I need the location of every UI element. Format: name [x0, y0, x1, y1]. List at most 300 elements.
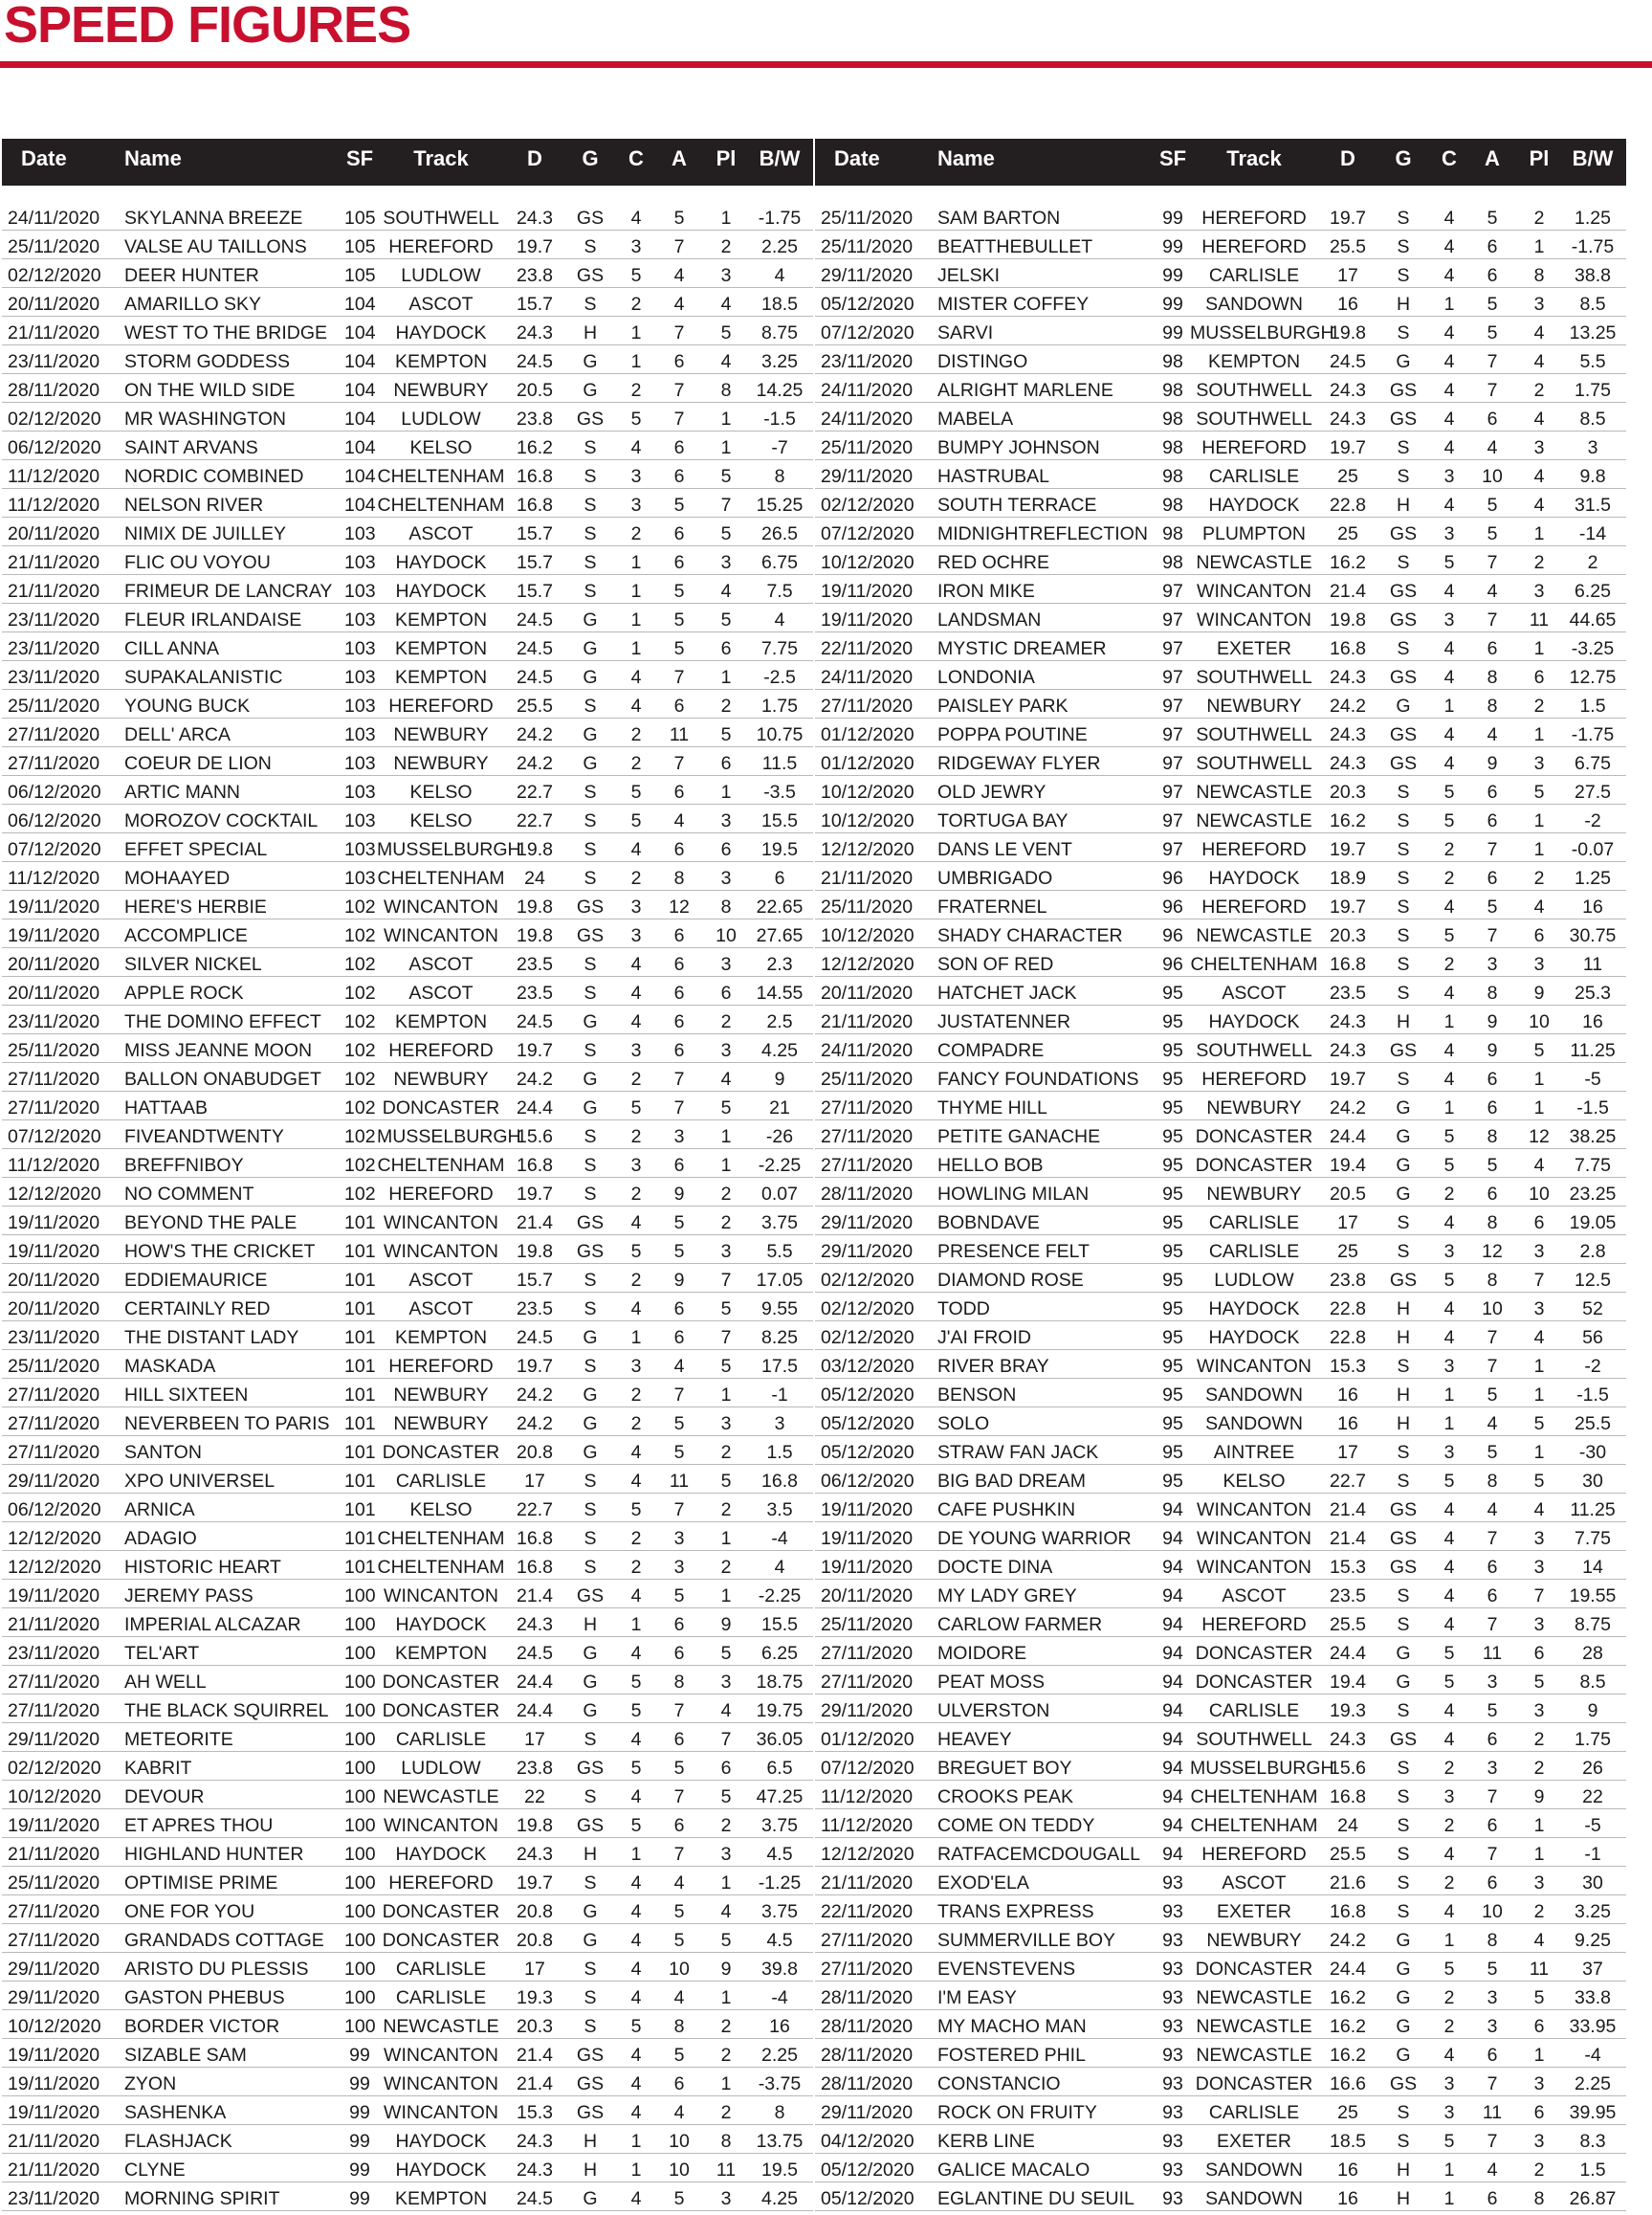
cell-bw: 22 [1582, 1786, 1603, 1807]
cell-d: 15.3 [1330, 1356, 1366, 1377]
cell-d: 20.8 [517, 1930, 553, 1951]
cell-c: 4 [630, 1442, 642, 1463]
cell-g: S [1397, 208, 1410, 229]
cell-a: 5 [673, 609, 685, 631]
cell-date: 25/11/2020 [8, 1872, 100, 1894]
cell-d: 17 [1337, 1212, 1358, 1233]
table-row [815, 1407, 1626, 1436]
cell-d: 20.8 [517, 1442, 553, 1463]
table-row [2, 518, 813, 546]
cell-a: 5 [1487, 897, 1498, 918]
cell-d: 24.5 [517, 2188, 553, 2209]
cell-a: 6 [1487, 810, 1498, 831]
cell-c: 4 [1443, 1729, 1455, 1750]
cell-g: G [1396, 1930, 1411, 1951]
cell-sf: 97 [1162, 810, 1183, 831]
cell-pl: 4 [1533, 897, 1545, 918]
cell-g: S [1397, 925, 1410, 946]
cell-track: KEMPTON [394, 638, 488, 659]
table-row [2, 1120, 813, 1149]
cell-bw: 47.25 [756, 1786, 804, 1807]
cell-date: 25/11/2020 [821, 897, 914, 918]
cell-track: CARLISLE [395, 1729, 487, 1750]
cell-sf: 102 [344, 1184, 376, 1205]
cell-date: 28/11/2020 [821, 1987, 914, 2008]
cell-track: HEREFORD [1201, 437, 1307, 458]
cell-d: 19.7 [517, 1184, 553, 1205]
cell-date: 12/12/2020 [821, 839, 914, 860]
cell-c: 4 [1443, 1901, 1455, 1922]
cell-pl: 2 [1533, 2160, 1545, 2181]
cell-bw: 4.25 [761, 2188, 798, 2209]
cell-g: GS [576, 409, 605, 430]
cell-sf: 95 [1162, 1184, 1183, 1205]
cell-sf: 103 [344, 552, 376, 573]
cell-a: 5 [673, 638, 685, 659]
cell-a: 7 [1487, 2073, 1498, 2094]
cell-bw: -3.5 [763, 782, 796, 803]
cell-c: 4 [1443, 2045, 1455, 2066]
cell-sf: 93 [1162, 2188, 1183, 2209]
cell-a: 3 [673, 1557, 685, 1578]
cell-a: 5 [673, 1758, 685, 1779]
cell-name: JELSKI [937, 265, 1001, 286]
cell-c: 3 [630, 897, 642, 918]
cell-name: WEST TO THE BRIDGE [124, 322, 328, 343]
cell-pl: 2 [720, 1557, 732, 1578]
cell-g: H [1396, 1384, 1411, 1406]
cell-date: 19/11/2020 [8, 925, 100, 946]
cell-d: 19.7 [517, 236, 553, 257]
cell-track: HAYDOCK [395, 2160, 487, 2181]
cell-d: 24.3 [517, 2160, 553, 2181]
cell-date: 06/12/2020 [8, 782, 101, 803]
table-row [815, 604, 1626, 632]
cell-d: 24.5 [517, 1011, 553, 1032]
cell-date: 19/11/2020 [8, 2102, 100, 2123]
cell-c: 5 [1443, 1959, 1455, 1980]
cell-name: LONDONIA [937, 667, 1035, 688]
cell-c: 5 [1443, 2131, 1455, 2152]
cell-g: GS [576, 1815, 605, 1836]
table-row [815, 1608, 1626, 1637]
cell-pl: 3 [1533, 1241, 1545, 1262]
cell-pl: 3 [1533, 1298, 1545, 1319]
cell-a: 6 [673, 925, 685, 946]
cell-name: JUSTATENNER [937, 1011, 1071, 1032]
cell-a: 5 [673, 1241, 685, 1262]
cell-name: ACCOMPLICE [124, 925, 248, 946]
cell-date: 11/12/2020 [8, 495, 100, 516]
cell-name: NIMIX DE JUILLEY [124, 523, 287, 544]
cell-c: 2 [1443, 2016, 1455, 2037]
cell-name: DANS LE VENT [937, 839, 1072, 860]
cell-sf: 98 [1162, 351, 1183, 372]
cell-name: IMPERIAL ALCAZAR [124, 1614, 301, 1635]
cell-date: 25/11/2020 [8, 1040, 100, 1061]
cell-c: 1 [1443, 1097, 1455, 1119]
table-row [815, 1006, 1626, 1034]
cell-sf: 95 [1162, 1155, 1183, 1176]
cell-d: 15.3 [517, 2102, 553, 2123]
header-track: Track [1226, 146, 1282, 170]
cell-bw: 39.8 [761, 1959, 798, 1980]
cell-g: S [1397, 1614, 1410, 1635]
cell-a: 6 [1487, 1815, 1498, 1836]
cell-date: 29/11/2020 [821, 1700, 914, 1721]
cell-g: S [584, 1155, 597, 1176]
cell-name: DELL' ARCA [124, 724, 231, 745]
cell-date: 27/11/2020 [8, 753, 100, 774]
cell-bw: -1.25 [758, 1872, 802, 1894]
cell-d: 15.3 [1330, 1557, 1366, 1578]
cell-a: 8 [673, 868, 685, 889]
table-row [815, 1694, 1626, 1723]
cell-sf: 95 [1162, 1126, 1183, 1147]
cell-name: FLEUR IRLANDAISE [124, 609, 302, 631]
cell-d: 21.4 [517, 1585, 553, 1606]
cell-pl: 5 [720, 1471, 732, 1492]
cell-c: 2 [630, 868, 642, 889]
cell-d: 24.4 [1330, 1959, 1366, 1980]
cell-d: 19.4 [1330, 1155, 1366, 1176]
cell-bw: 4.5 [766, 1844, 793, 1865]
cell-pl: 3 [720, 552, 732, 573]
cell-a: 6 [1487, 2188, 1498, 2209]
cell-d: 20.3 [1330, 925, 1366, 946]
cell-pl: 5 [720, 1930, 732, 1951]
cell-date: 24/11/2020 [821, 409, 914, 430]
cell-sf: 103 [344, 868, 376, 889]
cell-a: 5 [1487, 495, 1498, 516]
cell-c: 4 [630, 1585, 642, 1606]
cell-sf: 98 [1162, 495, 1183, 516]
cell-d: 19.8 [517, 1815, 553, 1836]
cell-g: S [1397, 2131, 1410, 2152]
cell-g: S [584, 552, 597, 573]
cell-sf: 101 [344, 1356, 376, 1377]
cell-track: HEREFORD [1201, 1844, 1307, 1865]
cell-name: TORTUGA BAY [937, 810, 1068, 831]
cell-bw: 39.95 [1569, 2102, 1617, 2123]
table-row [815, 2039, 1626, 2068]
cell-d: 24.3 [1330, 1729, 1366, 1750]
cell-d: 19.7 [517, 1356, 553, 1377]
cell-pl: 5 [720, 609, 732, 631]
cell-name: COMPADRE [937, 1040, 1045, 1061]
cell-d: 24.2 [517, 724, 553, 745]
cell-track: HAYDOCK [395, 581, 487, 602]
cell-g: G [583, 1413, 598, 1434]
cell-name: CERTAINLY RED [124, 1298, 271, 1319]
cell-sf: 100 [344, 1672, 376, 1693]
cell-d: 21.6 [1330, 1872, 1366, 1894]
cell-pl: 5 [1533, 1672, 1545, 1693]
cell-date: 11/12/2020 [8, 466, 100, 487]
cell-date: 02/12/2020 [821, 495, 914, 516]
cell-date: 21/11/2020 [8, 1844, 100, 1865]
table-row [815, 1321, 1626, 1350]
cell-date: 23/11/2020 [8, 351, 100, 372]
cell-track: ASCOT [1222, 1872, 1287, 1894]
table-body [815, 202, 1626, 2211]
cell-c: 1 [1443, 1930, 1455, 1951]
cell-name: SILVER NICKEL [124, 954, 262, 975]
cell-d: 17 [1337, 1442, 1358, 1463]
cell-sf: 95 [1162, 1270, 1183, 1291]
cell-bw: 1.25 [1575, 868, 1611, 889]
cell-name: OLD JEWRY [937, 782, 1046, 803]
cell-date: 05/12/2020 [821, 1384, 914, 1406]
cell-date: 27/11/2020 [821, 1097, 914, 1119]
header-g: G [582, 146, 599, 170]
cell-sf: 95 [1162, 1384, 1183, 1406]
cell-pl: 7 [1533, 1585, 1545, 1606]
cell-c: 4 [1443, 322, 1455, 343]
cell-c: 4 [1443, 1212, 1455, 1233]
cell-name: ROCK ON FRUITY [937, 2102, 1097, 2123]
cell-track: HEREFORD [1201, 897, 1307, 918]
cell-pl: 1 [720, 782, 732, 803]
cell-date: 01/12/2020 [821, 724, 914, 745]
cell-a: 7 [1487, 2131, 1498, 2152]
cell-d: 19.8 [517, 1241, 553, 1262]
cell-a: 7 [673, 1844, 685, 1865]
cell-sf: 100 [344, 1930, 376, 1951]
cell-a: 7 [673, 753, 685, 774]
cell-g: GS [1389, 523, 1418, 544]
header-sf: SF [1158, 146, 1187, 170]
cell-name: YOUNG BUCK [124, 696, 251, 717]
cell-g: GS [576, 1212, 605, 1233]
cell-pl: 2 [720, 1212, 732, 1233]
header-track: Track [413, 146, 469, 170]
cell-d: 16.8 [1330, 1786, 1366, 1807]
cell-track: KEMPTON [394, 609, 488, 631]
cell-c: 4 [1443, 638, 1455, 659]
cell-a: 5 [1487, 1700, 1498, 1721]
cell-name: XPO UNIVERSEL [124, 1471, 275, 1492]
cell-c: 5 [1443, 1126, 1455, 1147]
cell-date: 27/11/2020 [8, 1069, 100, 1090]
table-row [2, 374, 813, 403]
cell-sf: 96 [1162, 925, 1183, 946]
cell-sf: 93 [1162, 1901, 1183, 1922]
cell-bw: 6 [774, 868, 785, 889]
table-row [815, 1465, 1626, 1494]
table-row [2, 432, 813, 460]
table-body [2, 202, 813, 2211]
cell-a: 7 [673, 1700, 685, 1721]
table-row [815, 1867, 1626, 1895]
cell-g: S [1397, 1844, 1410, 1865]
cell-bw: 16.8 [761, 1471, 798, 1492]
cell-name: MORNING SPIRIT [124, 2188, 280, 2209]
cell-pl: 2 [1533, 696, 1545, 717]
cell-a: 5 [673, 1212, 685, 1233]
cell-sf: 99 [1162, 322, 1183, 343]
cell-track: LUDLOW [401, 409, 481, 430]
cell-sf: 95 [1162, 1069, 1183, 1090]
cell-pl: 3 [1533, 1872, 1545, 1894]
cell-bw: 3 [1587, 437, 1598, 458]
cell-g: G [583, 351, 598, 372]
cell-track: EXETER [1216, 2131, 1292, 2152]
cell-pl: 3 [720, 265, 732, 286]
cell-sf: 93 [1162, 2131, 1183, 2152]
cell-sf: 98 [1162, 466, 1183, 487]
cell-g: GS [576, 2045, 605, 2066]
cell-sf: 100 [344, 1786, 376, 1807]
cell-bw: 14.25 [756, 380, 804, 401]
cell-g: S [584, 954, 597, 975]
cell-date: 29/11/2020 [821, 265, 914, 286]
table-row [815, 2068, 1626, 2096]
cell-g: S [584, 868, 597, 889]
cell-track: WINCANTON [1197, 1356, 1311, 1377]
cell-sf: 100 [344, 1585, 376, 1606]
cell-d: 24.3 [1330, 1040, 1366, 1061]
table-row [2, 1982, 813, 2010]
cell-a: 6 [1487, 1097, 1498, 1119]
cell-bw: 3.75 [761, 1212, 798, 1233]
cell-g: S [1397, 437, 1410, 458]
cell-d: 16.2 [1330, 2016, 1366, 2037]
cell-c: 5 [1443, 1270, 1455, 1291]
cell-name: BREGUET BOY [937, 1758, 1072, 1779]
cell-name: RIVER BRAY [937, 1356, 1049, 1377]
cell-track: DONCASTER [382, 1700, 500, 1721]
cell-c: 5 [630, 1499, 642, 1520]
cell-sf: 94 [1162, 1614, 1183, 1635]
table-row [2, 1867, 813, 1895]
cell-g: S [584, 1499, 597, 1520]
cell-name: DEER HUNTER [124, 265, 259, 286]
cell-name: EDDIEMAURICE [124, 1270, 268, 1291]
cell-a: 6 [673, 1614, 685, 1635]
cell-c: 4 [1443, 581, 1455, 602]
cell-date: 24/11/2020 [821, 380, 914, 401]
cell-pl: 1 [720, 1872, 732, 1894]
cell-bw: 7.75 [761, 638, 798, 659]
table-row [815, 374, 1626, 403]
cell-bw: 2.5 [766, 1011, 793, 1032]
cell-pl: 5 [1533, 1987, 1545, 2008]
cell-pl: 4 [720, 1069, 732, 1090]
cell-pl: 1 [1533, 810, 1545, 831]
cell-g: S [1397, 638, 1410, 659]
cell-date: 02/12/2020 [821, 1327, 914, 1348]
cell-d: 15.7 [517, 1270, 553, 1291]
cell-c: 4 [1443, 380, 1455, 401]
cell-c: 2 [1443, 1872, 1455, 1894]
cell-bw: 9.55 [761, 1298, 798, 1319]
cell-bw: 12.75 [1569, 667, 1617, 688]
cell-g: S [584, 495, 597, 516]
cell-a: 5 [673, 1930, 685, 1951]
cell-date: 21/11/2020 [8, 2160, 100, 2181]
cell-name: UMBRIGADO [937, 868, 1053, 889]
cell-date: 21/11/2020 [8, 552, 100, 573]
header-g: G [1395, 146, 1412, 170]
cell-bw: 8.5 [1579, 294, 1606, 315]
cell-sf: 99 [1162, 236, 1183, 257]
cell-d: 23.5 [1330, 983, 1366, 1004]
cell-c: 1 [630, 2131, 642, 2152]
cell-a: 6 [673, 1327, 685, 1348]
cell-pl: 1 [1533, 236, 1545, 257]
cell-g: G [583, 667, 598, 688]
cell-name: HATCHET JACK [937, 983, 1077, 1004]
cell-pl: 6 [1533, 2016, 1545, 2037]
cell-bw: -2 [1584, 810, 1601, 831]
cell-c: 3 [1443, 523, 1455, 544]
cell-track: ASCOT [408, 983, 474, 1004]
cell-sf: 102 [344, 983, 376, 1004]
cell-c: 2 [630, 1413, 642, 1434]
cell-c: 4 [630, 2188, 642, 2209]
cell-bw: -2 [1584, 1356, 1601, 1377]
cell-a: 3 [1487, 1672, 1498, 1693]
cell-bw: 13.25 [1569, 322, 1617, 343]
cell-c: 5 [630, 1672, 642, 1693]
cell-bw: 6.75 [1575, 753, 1611, 774]
cell-g: GS [1389, 1270, 1418, 1291]
cell-c: 4 [1443, 1040, 1455, 1061]
cell-track: ASCOT [408, 1298, 474, 1319]
cell-c: 4 [1443, 1614, 1455, 1635]
cell-sf: 104 [344, 380, 376, 401]
cell-name: METEORITE [124, 1729, 233, 1750]
cell-g: S [584, 294, 597, 315]
cell-g: S [1397, 1212, 1410, 1233]
cell-a: 6 [673, 2073, 685, 2094]
cell-date: 25/11/2020 [821, 236, 914, 257]
cell-g: GS [1389, 667, 1418, 688]
cell-sf: 99 [349, 2102, 370, 2123]
cell-pl: 4 [1533, 409, 1545, 430]
cell-a: 7 [673, 380, 685, 401]
table-row [2, 1321, 813, 1350]
table-row [2, 1407, 813, 1436]
cell-pl: 10 [1529, 1011, 1550, 1032]
cell-name: ARTIC MANN [124, 782, 240, 803]
cell-c: 1 [630, 638, 642, 659]
cell-date: 19/11/2020 [821, 609, 914, 631]
table-row [2, 747, 813, 776]
cell-d: 24.3 [517, 322, 553, 343]
cell-date: 21/11/2020 [8, 322, 100, 343]
cell-track: WINCANTON [384, 1815, 498, 1836]
cell-c: 1 [630, 609, 642, 631]
cell-pl: 5 [720, 1356, 732, 1377]
table-row [815, 1982, 1626, 2010]
cell-a: 8 [1487, 1212, 1498, 1233]
cell-pl: 5 [720, 466, 732, 487]
cell-date: 07/12/2020 [8, 1126, 101, 1147]
cell-bw: 18.5 [761, 294, 798, 315]
cell-sf: 95 [1162, 1097, 1183, 1119]
cell-a: 4 [673, 1872, 685, 1894]
cell-d: 24.5 [1330, 351, 1366, 372]
cell-track: CARLISLE [1208, 265, 1300, 286]
cell-c: 2 [630, 294, 642, 315]
cell-pl: 3 [1533, 753, 1545, 774]
cell-g: G [583, 1930, 598, 1951]
cell-pl: 3 [1533, 294, 1545, 315]
cell-g: G [1396, 1097, 1411, 1119]
cell-a: 8 [1487, 1471, 1498, 1492]
